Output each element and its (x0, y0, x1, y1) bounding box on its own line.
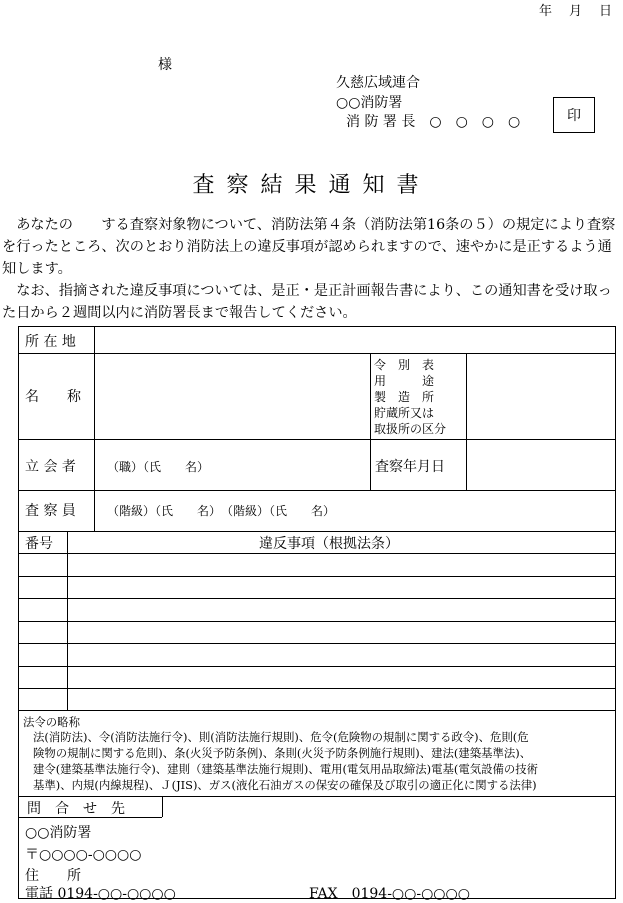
contact-phone: 電話 0194-○○-○○○○ (25, 886, 176, 902)
date-day: 日 (598, 4, 613, 19)
date-line (523, 0, 613, 19)
usage-label-3: 製 造 所 (374, 390, 435, 404)
inspector-value: （階級）（氏 名） （階級）（氏 名） (107, 504, 336, 518)
inspection-date-label: 査察年月日 (375, 459, 445, 475)
paragraph-1: あなたの する査察対象物について、消防法第４条（消防法第16条の５）の規定により査察を行ったところ、次のとおり消防法上の違反事項が認められますので、速やかに是正するよう通知します。 (2, 217, 616, 277)
witness-label: 立 会 者 (25, 459, 76, 475)
inspector-label: 査 察 員 (25, 503, 76, 519)
usage-label-1: 令 別 表 (374, 358, 435, 372)
abbreviation-line-1: 法(消防法)、令(消防法施行令)、則(消防法施行規則)、危令(危険物の規制に関する政令)、危則(危 (33, 730, 529, 744)
contact-fax: FAX 0194-○○-○○○○ (309, 886, 470, 902)
recipient-suffix: 様 (158, 57, 172, 73)
violation-header: 違反事項（根拠法条） (259, 536, 399, 552)
inspection-table (18, 326, 616, 902)
abbreviations-title: 法令の略称 (23, 715, 80, 729)
abbreviation-line-4: 基準)、内規(内線規程)、Ｊ(JIS)、ガス(液化石油ガスの保安の確保及び取引の適正化に関する法律) (33, 778, 537, 792)
contact-postal: 〒○○○○-○○○○ (25, 847, 142, 863)
date-month: 月 (568, 4, 583, 19)
paragraph-2: なお、指摘された違反事項については、是正・是正計画報告書により、この通知書を受け取った日から２週間以内に消防署長まで報告してください。 (2, 283, 612, 321)
location-label: 所 在 地 (25, 334, 76, 350)
abbreviation-line-3: 建令(建築基準法施行令)、建則（建築基準法施行規則)、電用(電気用品取締法)電基(電気設備の技術 (33, 762, 539, 776)
name-label: 名 称 (25, 389, 81, 405)
seal-box: 印 (553, 97, 595, 133)
page-title: 査察結果通知書 (192, 173, 431, 198)
sender-chief: 消 防 署 長 ○ ○ ○ ○ (346, 114, 521, 130)
contact-station: ○○消防署 (25, 825, 92, 841)
number-header: 番号 (25, 536, 53, 552)
contact-address-label: 住 所 (25, 868, 81, 884)
usage-label-2: 用 途 (374, 374, 435, 388)
abbreviation-line-2: 険物の規制に関する危則)、条(火災予防条例)、条則(火災予防条例施行規則)、建法(建築基準法)、 (33, 746, 532, 760)
date-year: 年 (538, 4, 553, 19)
usage-label-4: 貯蔵所又は (374, 406, 435, 420)
witness-value: （職）（氏 名） (107, 460, 210, 474)
sender-org: 久慈広域連合 (336, 75, 420, 91)
contact-title: 問 合 せ 先 (27, 801, 125, 817)
body-text (2, 214, 621, 324)
sender-station: ○○消防署 (336, 95, 403, 111)
usage-label-5: 取扱所の区分 (374, 422, 447, 436)
